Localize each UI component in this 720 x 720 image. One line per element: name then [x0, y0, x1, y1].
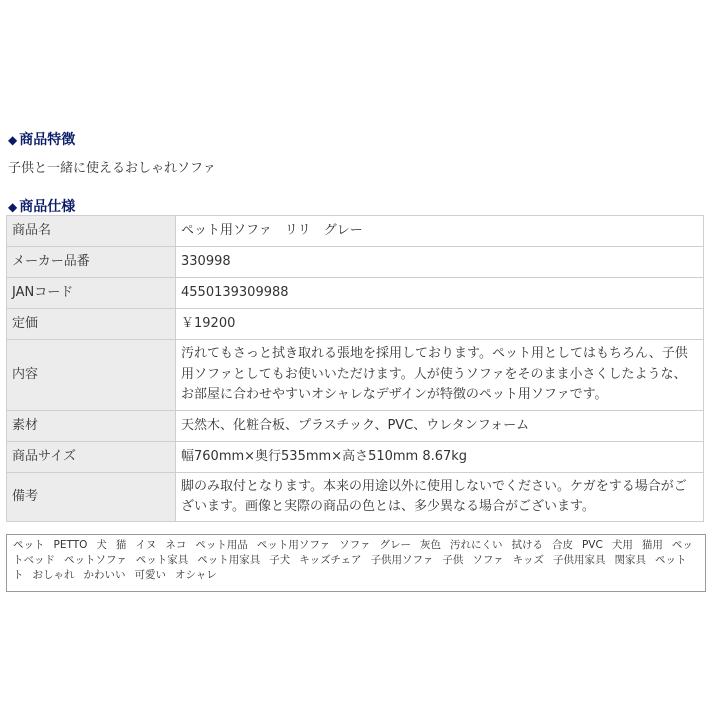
spec-row-size	[7, 442, 704, 473]
spec-label: 内容	[7, 340, 176, 411]
keyword-tag: 子犬	[269, 554, 291, 566]
spec-value: 天然木、化粧合板、プラスチック、PVC、ウレタンフォーム	[176, 411, 704, 442]
spec-label: JANコード	[7, 278, 176, 309]
keyword-tag: 猫用	[641, 539, 663, 551]
spec-row-maker-part-number	[7, 247, 704, 278]
keyword-tag: 関家具	[614, 554, 646, 566]
keyword-tag: PETTO	[53, 539, 88, 551]
keyword-tag: ペット用ソファ	[256, 539, 331, 551]
keyword-tag: オシャレ	[175, 569, 217, 581]
keyword-tag: ペットト	[13, 554, 687, 581]
keyword-tag: 犬	[96, 539, 107, 551]
keyword-tag: 猫	[115, 539, 127, 551]
spec-table	[6, 215, 704, 522]
keyword-tag: 子供用ソファ	[370, 554, 434, 566]
keyword-tag: 可愛い	[134, 569, 166, 581]
spec-label: 素材	[7, 411, 176, 442]
spec-label: 定価	[7, 309, 176, 340]
spec-row-notes	[7, 473, 704, 522]
keyword-tag: キッズチェア	[299, 554, 362, 566]
features-heading-text: 商品特徴	[19, 132, 76, 148]
keyword-tag: 合皮	[551, 539, 573, 551]
keyword-tags-box	[6, 534, 706, 592]
spec-row-list-price	[7, 309, 704, 340]
spec-row-jan-code	[7, 278, 704, 309]
spec-row-product-name	[7, 216, 704, 247]
keyword-tag: 子供	[442, 554, 464, 566]
spec-row-contents	[7, 340, 704, 411]
spec-value: 脚のみ取付となります。本来の用途以外に使用しないでください。ケガをする場合がございます。画像と実際の商品の色とは、多少異なる場合がございます。	[176, 473, 704, 522]
keyword-tag: ペットソファ	[64, 554, 127, 566]
keyword-tag: ソファ	[472, 554, 504, 566]
keyword-tag: グレー	[379, 539, 411, 551]
keyword-tag: ペット用品	[195, 539, 248, 551]
spec-label: 商品名	[7, 216, 176, 247]
keyword-tag: ソファ	[339, 539, 371, 551]
spec-value: 4550139309988	[176, 278, 704, 309]
keyword-tag: ペット	[13, 539, 45, 551]
spec-value: 幅760mm×奥行535mm×高さ510mm 8.67kg	[176, 442, 704, 473]
keyword-tag: ペットベッド	[13, 539, 693, 566]
spec-label: 備考	[7, 473, 176, 522]
keyword-tag: 汚れにくい	[449, 539, 503, 551]
spec-value: 汚れてもさっと拭き取れる張地を採用しております。ペット用としてはもちろん、子供用ソファとしてもお使いいただけます。人が使うソファをそのまま小さくしたような、お部屋に合わせやすいオシャレなデザインが特徴のペット用ソファです。	[176, 340, 704, 411]
spec-value: ￥19200	[176, 309, 704, 340]
keyword-tag: 子供用家具	[552, 554, 606, 566]
specs-heading	[8, 196, 75, 216]
keyword-tag: ネコ	[165, 539, 187, 551]
spec-row-material	[7, 411, 704, 442]
diamond-bullet-icon: ◆	[8, 200, 18, 214]
keyword-tag: ペット家具	[135, 554, 189, 566]
diamond-bullet-icon: ◆	[8, 133, 18, 147]
keyword-tag: キッズ	[512, 554, 544, 566]
keyword-tag: おしゃれ	[32, 569, 75, 581]
keyword-tag: ペット用家具	[197, 554, 261, 566]
keyword-tag: 拭ける	[511, 539, 543, 551]
spec-label: 商品サイズ	[7, 442, 176, 473]
keyword-tag: 灰色	[419, 539, 441, 551]
keyword-tag: 犬用	[611, 539, 633, 551]
keyword-tag: イヌ	[135, 539, 157, 551]
specs-heading-text: 商品仕様	[19, 199, 76, 215]
keyword-tag: PVC	[581, 539, 603, 551]
keyword-tag: かわいい	[83, 569, 126, 581]
spec-value: ペット用ソファ リリ グレー	[176, 216, 704, 247]
spec-value: 330998	[176, 247, 704, 278]
spec-label: メーカー品番	[7, 247, 176, 278]
feature-description: 子供と一緒に使えるおしゃれソファ	[8, 161, 216, 176]
features-heading	[8, 129, 75, 149]
